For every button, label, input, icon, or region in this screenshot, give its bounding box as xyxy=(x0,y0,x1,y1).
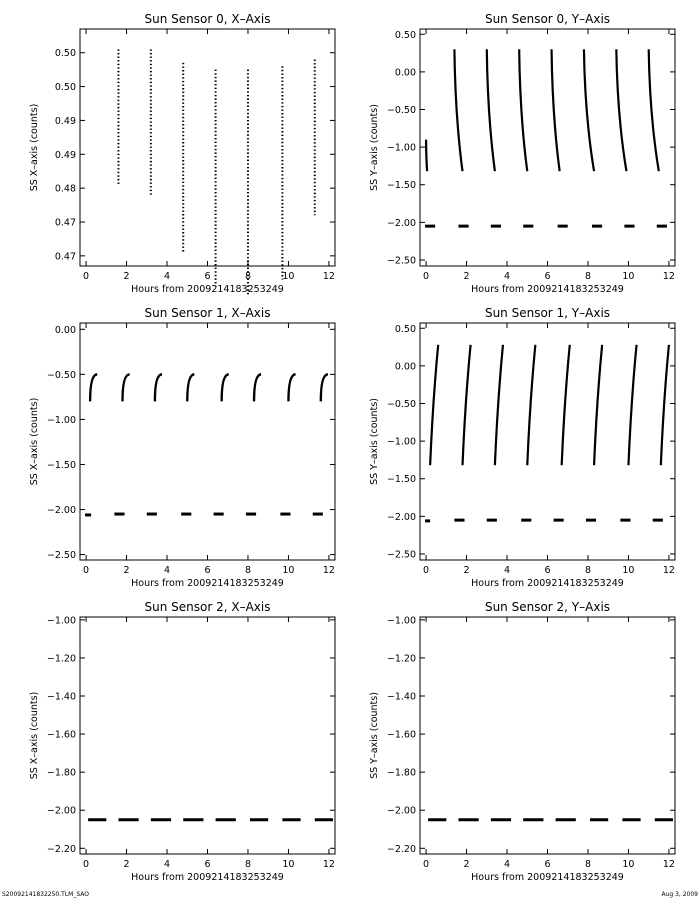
x-tick-label: 4 xyxy=(504,859,511,870)
y-tick-label: 0.47 xyxy=(54,251,76,263)
y-tick-label: 0.00 xyxy=(394,361,416,373)
x-tick-label: 10 xyxy=(282,565,295,576)
x-tick-label: 12 xyxy=(662,271,675,282)
plot-frame xyxy=(420,29,675,266)
y-tick-label: −1.50 xyxy=(386,474,416,486)
data-ramp xyxy=(487,49,495,171)
x-tick-label: 10 xyxy=(622,565,635,576)
y-tick-label: −1.40 xyxy=(46,691,76,703)
x-tick-label: 6 xyxy=(544,565,551,576)
y-tick-label: −1.80 xyxy=(386,767,416,779)
data-hook xyxy=(90,374,97,401)
data-ramp xyxy=(495,345,503,465)
x-axis-label: Hours from 2009214183253249 xyxy=(131,578,284,589)
y-tick-label: −2.50 xyxy=(46,550,76,562)
chart-title: Sun Sensor 0, X–Axis xyxy=(144,12,271,26)
y-tick-label: −0.50 xyxy=(386,399,416,411)
chart-ss1x xyxy=(29,306,335,589)
data-ramp xyxy=(661,345,669,465)
footer-date: Aug 3, 2009 xyxy=(661,891,698,898)
data-hook xyxy=(123,374,130,401)
x-tick-label: 0 xyxy=(423,271,430,282)
y-tick-label: 0.50 xyxy=(394,323,416,335)
data-hook xyxy=(321,374,328,401)
y-axis-label: SS Y–axis (counts) xyxy=(369,104,380,191)
y-tick-label: −2.00 xyxy=(46,805,76,817)
y-tick-label: −1.00 xyxy=(46,615,76,627)
data-hook xyxy=(187,374,194,401)
x-tick-label: 12 xyxy=(322,565,335,576)
x-tick-label: 2 xyxy=(123,271,130,282)
y-tick-label: −1.50 xyxy=(46,459,76,471)
data-ramp xyxy=(562,345,570,465)
x-tick-label: 4 xyxy=(504,565,511,576)
x-tick-label: 2 xyxy=(123,859,130,870)
x-tick-label: 6 xyxy=(204,565,211,576)
data-ramp xyxy=(584,49,594,171)
y-tick-label: −2.20 xyxy=(46,843,76,855)
y-tick-label: 0.00 xyxy=(394,67,416,79)
chart-title: Sun Sensor 0, Y–Axis xyxy=(484,12,611,26)
y-tick-label: 0.50 xyxy=(394,29,416,41)
y-tick-label: −1.00 xyxy=(386,436,416,448)
y-tick-label: −1.00 xyxy=(46,414,76,426)
data-ramp xyxy=(594,345,602,465)
y-tick-label: 0.49 xyxy=(54,115,76,127)
x-tick-label: 10 xyxy=(282,859,295,870)
data-ramp xyxy=(426,140,427,172)
y-tick-label: −1.20 xyxy=(386,653,416,665)
y-tick-label: −2.00 xyxy=(386,511,416,523)
data-hook xyxy=(254,374,261,401)
x-tick-label: 6 xyxy=(544,859,551,870)
x-tick-label: 10 xyxy=(622,271,635,282)
y-tick-label: −1.50 xyxy=(386,180,416,192)
chart-title: Sun Sensor 2, Y–Axis xyxy=(484,600,611,614)
x-tick-label: 8 xyxy=(244,565,251,576)
x-tick-label: 0 xyxy=(423,859,430,870)
data-hook xyxy=(288,374,295,401)
x-tick-label: 8 xyxy=(584,565,591,576)
data-ramp xyxy=(628,345,636,465)
x-tick-label: 8 xyxy=(244,859,251,870)
y-tick-label: 0.50 xyxy=(54,48,76,60)
y-tick-label: −1.80 xyxy=(46,767,76,779)
y-tick-label: −2.50 xyxy=(386,255,416,267)
data-ramp xyxy=(552,49,560,171)
chart-ss1y xyxy=(369,306,675,589)
y-tick-label: −2.50 xyxy=(386,549,416,561)
y-tick-label: 0.48 xyxy=(54,183,76,195)
y-axis-label: SS X–axis (counts) xyxy=(29,691,40,780)
x-axis-label: Hours from 2009214183253249 xyxy=(471,872,624,883)
x-axis-label: Hours from 2009214183253249 xyxy=(471,578,624,589)
x-tick-label: 4 xyxy=(164,565,171,576)
y-tick-label: −1.60 xyxy=(46,729,76,741)
series-baseline xyxy=(85,514,323,515)
series-ramps xyxy=(430,345,669,465)
y-axis-label: SS Y–axis (counts) xyxy=(369,692,380,779)
chart-ss2y xyxy=(369,600,675,883)
x-tick-label: 8 xyxy=(584,271,591,282)
x-tick-label: 8 xyxy=(244,271,251,282)
data-ramp xyxy=(527,345,535,465)
x-axis-label: Hours from 2009214183253249 xyxy=(131,284,284,295)
x-tick-label: 6 xyxy=(544,271,551,282)
x-tick-label: 10 xyxy=(622,859,635,870)
x-tick-label: 0 xyxy=(423,565,430,576)
series-ramps xyxy=(426,49,659,171)
y-tick-label: −2.20 xyxy=(386,843,416,855)
data-hook xyxy=(222,374,229,401)
y-tick-label: −0.50 xyxy=(46,369,76,381)
y-tick-label: −0.50 xyxy=(386,105,416,117)
footer-filename: S20092141832250.TLM_SAO xyxy=(2,891,89,898)
y-tick-label: −2.00 xyxy=(386,805,416,817)
x-tick-label: 0 xyxy=(83,565,90,576)
y-axis-label: SS Y–axis (counts) xyxy=(369,398,380,485)
series-hooks xyxy=(90,374,328,401)
x-tick-label: 4 xyxy=(504,271,511,282)
x-axis-label: Hours from 2009214183253249 xyxy=(471,284,624,295)
x-tick-label: 2 xyxy=(463,271,470,282)
x-tick-label: 10 xyxy=(282,271,295,282)
chart-ss0x xyxy=(29,12,335,296)
y-tick-label: −1.20 xyxy=(46,653,76,665)
y-tick-label: −1.60 xyxy=(386,729,416,741)
y-axis-label: SS X–axis (counts) xyxy=(29,103,40,192)
data-ramp xyxy=(430,345,438,465)
x-tick-label: 2 xyxy=(463,859,470,870)
x-tick-label: 6 xyxy=(204,859,211,870)
x-tick-label: 12 xyxy=(322,271,335,282)
chart-title: Sun Sensor 1, Y–Axis xyxy=(484,306,611,320)
y-tick-label: −1.00 xyxy=(386,142,416,154)
x-tick-label: 6 xyxy=(204,271,211,282)
data-ramp xyxy=(454,49,462,171)
y-axis-label: SS X–axis (counts) xyxy=(29,397,40,486)
y-tick-label: −1.00 xyxy=(386,615,416,627)
chart-ss2x xyxy=(29,600,335,883)
x-tick-label: 2 xyxy=(463,565,470,576)
data-ramp xyxy=(519,49,527,171)
y-tick-label: −2.00 xyxy=(46,505,76,517)
series-vertical-streaks xyxy=(118,49,314,296)
y-tick-label: −2.00 xyxy=(386,217,416,229)
x-tick-label: 12 xyxy=(662,565,675,576)
x-tick-label: 8 xyxy=(584,859,591,870)
x-tick-label: 4 xyxy=(164,271,171,282)
data-ramp xyxy=(649,49,659,171)
series-baseline xyxy=(425,520,663,521)
data-ramp xyxy=(616,49,626,171)
y-tick-label: 0.49 xyxy=(54,149,76,161)
data-ramp xyxy=(463,345,471,465)
plot-frame xyxy=(420,323,675,560)
x-tick-label: 0 xyxy=(83,859,90,870)
chart-title: Sun Sensor 1, X–Axis xyxy=(144,306,271,320)
x-tick-label: 4 xyxy=(164,859,171,870)
x-tick-label: 12 xyxy=(322,859,335,870)
y-tick-label: 0.50 xyxy=(54,82,76,94)
y-tick-label: −1.40 xyxy=(386,691,416,703)
y-tick-label: 0.00 xyxy=(54,324,76,336)
x-axis-label: Hours from 2009214183253249 xyxy=(131,872,284,883)
x-tick-label: 12 xyxy=(662,859,675,870)
chart-ss0y xyxy=(369,12,675,295)
x-tick-label: 2 xyxy=(123,565,130,576)
chart-title: Sun Sensor 2, X–Axis xyxy=(144,600,271,614)
data-hook xyxy=(155,374,162,401)
y-tick-label: 0.47 xyxy=(54,217,76,229)
x-tick-label: 0 xyxy=(83,271,90,282)
plot-frame xyxy=(80,323,335,560)
